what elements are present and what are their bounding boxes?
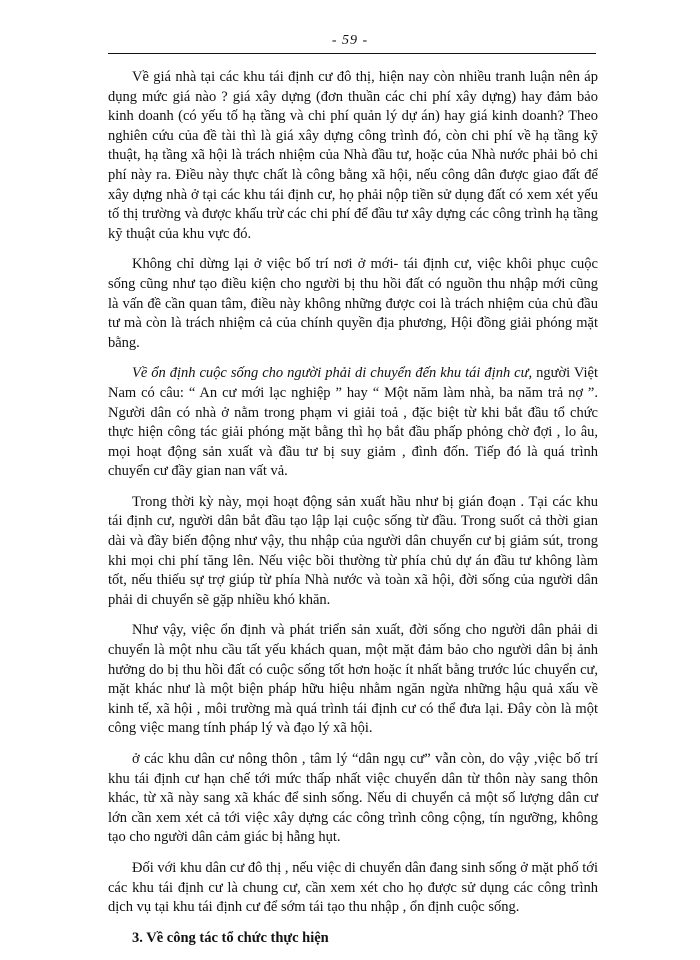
paragraph-urban-areas: Đối với khu dân cư đô thị , nếu việc di chuyển dân đang sinh sống ở mặt phố tới các khu tái định cư là chung cư, cần xem xét cho họ được sử dụng các công trình dịch vụ tại khu tái định cư để sớm tái tạo thu nhập , ổn định cuộc sống.: [108, 859, 598, 916]
paragraph-livelihood-restoration: Không chỉ dừng lại ở việc bố trí nơi ở mới- tái định cư, việc khôi phục cuộc sống cũng như tạo điều kiện cho người bị thu hồi đất có nguồn thu nhập mới cũng là vấn đề cần quan tâm, điều này không những được coi là trách nhiệm của chủ đầu tư mà còn là trách nhiệm cả của chính quyền địa phương, Hội đồng giải phóng mặt bằng.: [108, 256, 598, 351]
paragraph-rural-areas: ở các khu dân cư nông thôn , tâm lý “dân ngụ cư” vẫn còn, do vậy ,việc bố trí khu tái định cư hạn chế tới mức thấp nhất việc chuyển dân từ thôn này sang thôn khác, từ xã này sang xã khác để sinh sống. Nếu di chuyển cả một số lượng dân cư lớn cần xem xét cả tới việc xây dựng các công trình công cộng, tín ngưỡng, không tạo cho người dân cảm giác bị hẫng hụt.: [108, 751, 598, 846]
section-heading: 3. Về công tác tổ chức thực hiện: [132, 929, 329, 946]
header-rule: [108, 53, 596, 54]
paragraph-housing-price: Về giá nhà tại các khu tái định cư đô thị, hiện nay còn nhiều tranh luận nên áp dụng mức giá nào ? giá xây dựng (đơn thuần các chi phí xây dựng) hay đảm bảo kinh doanh (có yếu tố hạ tầng và chi phí quản lý dự án) hay giá kinh doanh? Theo nghiên cứu của đề tài thì là giá xây dựng công trình đó, còn chi phí về hạ tầng kỹ thuật, hạ tầng xã hội là trách nhiệm của Nhà đầu tư, hoặc của Nhà nước phải bỏ chi phí này ra. Điều này thực chất là công bằng xã hội, nếu công dân được giao đất để xây dựng nhà ở tại các khu tái định cư, họ phải nộp tiền sử dụng đất có xem xét yếu tố thị trường và được khấu trừ các chi phí để đầu tư xây dựng các công trình hạ tầng kỹ thuật của khu vực đó.: [108, 69, 598, 242]
paragraph-italic-lead: Về ổn định cuộc sống cho người phải di chuyển đến khu tái định cư,: [132, 365, 533, 382]
paragraph-stability-need: Như vậy, việc ổn định và phát triển sản xuất, đời sống cho người dân phải di chuyển là một nhu cầu tất yếu khách quan, một mặt đảm bảo cho người dân bị ảnh hưởng do bị thu hồi đất có cuộc sống tốt hơn hoặc ít nhất bằng trước lúc chuyển cư, mặt khác như là một biện pháp hữu hiệu nhằm ngăn ngừa những hậu quả xấu về kinh tế, xã hội , môi trường mà quá trình tái định cư có thể đưa lại. Đây còn là một công việc mang tính pháp lý và đạo lý xã hội.: [108, 622, 598, 737]
paragraph-life-stabilization: [108, 364, 598, 482]
document-body: [108, 68, 598, 959]
paragraph-body-text: người Việt Nam có câu: “ An cư mới lạc nghiệp ” hay “ Một năm làm nhà, ba năm trả nợ ”. Người dân có nhà ở nằm trong phạm vi giải toả , đặc biệt từ khi bắt đầu tổ chức thực hiện công tác giải phóng mặt bằng thì họ bắt đầu phấp phỏng chờ đợi , lo âu, mọi hoạt động sản xuất và đầu tư bị suy giảm , đình đốn. Tiếp đó là quá trình chuyển cư đầy gian nan vất vả.: [108, 365, 598, 480]
paragraph-production-disruption: Trong thời kỳ này, mọi hoạt động sản xuất hầu như bị gián đoạn . Tại các khu tái định cư, người dân bắt đầu tạo lập lại cuộc sống từ đầu. Trong suốt cả thời gian dài và đầy biến động như vậy, thu nhập của người dân chuyển cư bị giảm sút, trong khi mọi chi phí tăng lên. Nếu việc bồi thường từ phía chủ dự án đầu tư không làm tốt, nếu thiếu sự trợ giúp từ phía Nhà nước và toàn xã hội, đời sống của người dân phải di chuyển sẽ gặp nhiều khó khăn.: [108, 493, 598, 608]
page-number: - 59 -: [331, 33, 369, 48]
